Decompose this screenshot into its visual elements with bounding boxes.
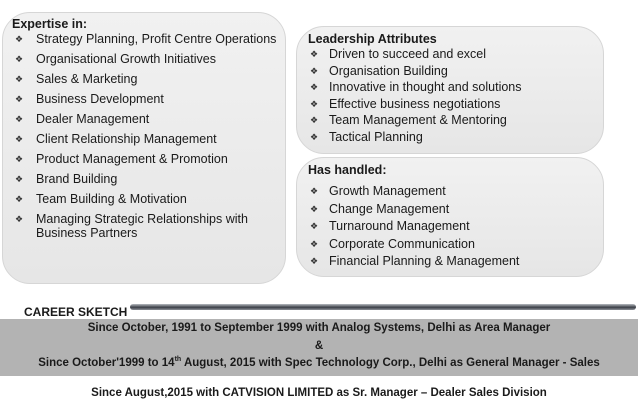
expertise-list [13, 32, 279, 246]
career-entry-2 [0, 357, 638, 369]
list-item-text: Corporate Communication [329, 236, 475, 251]
diamond-bullet-icon: ❖ [309, 82, 319, 93]
diamond-bullet-icon: ❖ [14, 174, 24, 184]
diamond-bullet-icon: ❖ [309, 115, 319, 126]
diamond-bullet-icon: ❖ [14, 134, 24, 144]
handled-title: Has handled: [308, 163, 387, 177]
list-item [308, 219, 519, 233]
expertise-title: Expertise in: [12, 17, 88, 31]
career-sketch-heading: CAREER SKETCH [24, 305, 128, 319]
list-item [308, 47, 522, 61]
list-item-text: Innovative in thought and solutions [329, 80, 522, 95]
diamond-bullet-icon: ❖ [309, 131, 319, 142]
career-ampersand: & [314, 340, 324, 352]
diamond-bullet-icon: ❖ [14, 114, 24, 124]
list-item [308, 80, 522, 94]
diamond-bullet-icon: ❖ [14, 214, 24, 224]
diamond-bullet-icon: ❖ [14, 34, 24, 44]
diamond-bullet-icon: ❖ [309, 186, 319, 196]
list-item-text: Sales & Marketing [36, 72, 138, 86]
career-entry-3: Since August,2015 with CATVISION LIMITED as Sr. Manager – Dealer Sales Division [91, 387, 547, 399]
list-item [308, 254, 519, 268]
list-item-text: Client Relationship Management [36, 132, 217, 146]
leadership-panel [296, 26, 604, 154]
list-item-text: Organisational Growth Initiatives [36, 52, 216, 66]
diamond-bullet-icon: ❖ [14, 194, 24, 204]
diamond-bullet-icon: ❖ [14, 74, 24, 84]
career-entry-2-end: August, 2015 with Spec Technology Corp., Delhi as General Manager - Sales [181, 357, 600, 369]
diamond-bullet-icon: ❖ [309, 221, 319, 231]
career-divider-bar [130, 304, 636, 310]
list-item [13, 172, 279, 186]
list-item-text: Organisation Building [329, 63, 448, 78]
career-entry-1: Since October, 1991 to September 1999 with Analog Systems, Delhi as Area Manager [87, 322, 551, 334]
list-item [308, 64, 522, 78]
list-item-text: Team Management & Mentoring [329, 113, 507, 128]
list-item [308, 113, 522, 127]
list-item [13, 192, 279, 206]
list-item [308, 237, 519, 251]
career-entry-2-start: Since October'1999 to 14 [38, 357, 175, 369]
diamond-bullet-icon: ❖ [309, 65, 319, 76]
list-item-text: Managing Strategic Relationships with Business Partners [36, 212, 248, 240]
list-item-text: Product Management & Promotion [36, 152, 228, 166]
list-item [308, 97, 522, 111]
leadership-list [308, 47, 522, 147]
list-item [13, 212, 279, 240]
list-item [308, 130, 522, 144]
list-item [13, 152, 279, 166]
list-item-text: Financial Planning & Management [329, 254, 520, 268]
list-item [308, 184, 519, 198]
list-item-text: Turnaround Management [329, 219, 470, 233]
diamond-bullet-icon: ❖ [309, 256, 319, 266]
career-entry-2-ordinal: th [174, 356, 182, 364]
handled-panel [296, 157, 604, 277]
list-item-text: Growth Management [329, 184, 446, 198]
expertise-panel [2, 12, 286, 284]
list-item-text: Tactical Planning [329, 129, 423, 144]
list-item [13, 52, 279, 66]
list-item [13, 92, 279, 106]
diamond-bullet-icon: ❖ [14, 54, 24, 64]
diamond-bullet-icon: ❖ [309, 98, 319, 109]
list-item-text: Effective business negotiations [329, 96, 501, 111]
diamond-bullet-icon: ❖ [14, 94, 24, 104]
leadership-title: Leadership Attributes [308, 32, 437, 46]
diamond-bullet-icon: ❖ [309, 238, 319, 249]
diamond-bullet-icon: ❖ [309, 203, 319, 214]
list-item [13, 112, 279, 126]
list-item-text: Business Development [36, 92, 164, 106]
list-item-text: Team Building & Motivation [36, 192, 187, 206]
list-item-text: Brand Building [36, 172, 118, 186]
handled-list [308, 184, 519, 272]
list-item-text: Strategy Planning, Profit Centre Operations [36, 32, 277, 46]
list-item [308, 202, 519, 216]
list-item [13, 132, 279, 146]
list-item-text: Change Management [329, 201, 450, 216]
list-item [13, 32, 279, 46]
list-item-text: Driven to succeed and excel [329, 47, 487, 61]
diamond-bullet-icon: ❖ [309, 49, 319, 59]
list-item [13, 72, 279, 86]
career-band [0, 319, 638, 376]
diamond-bullet-icon: ❖ [14, 154, 24, 164]
list-item-text: Dealer Management [36, 112, 150, 126]
